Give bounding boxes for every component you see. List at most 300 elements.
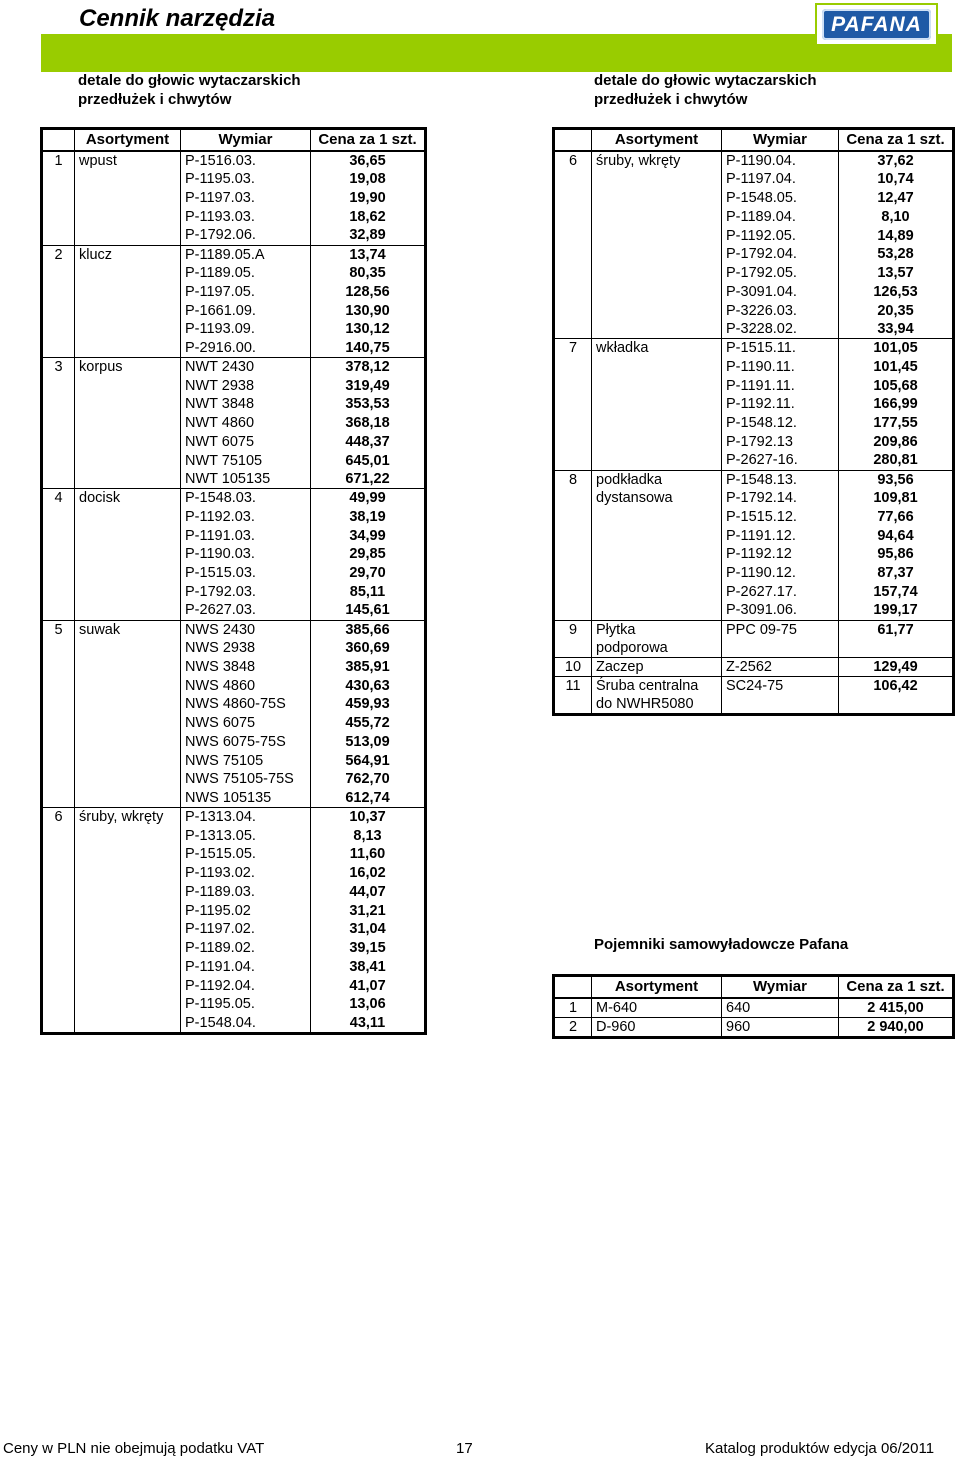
item-name xyxy=(592,376,722,395)
item-name xyxy=(592,264,722,283)
item-price: 126,53 xyxy=(873,283,918,300)
table-row xyxy=(42,358,426,377)
item-name xyxy=(75,170,181,189)
item-number xyxy=(42,301,75,320)
item-dimension: P-1189.04. xyxy=(722,208,839,227)
item-number xyxy=(42,920,75,939)
item-number: 3 xyxy=(42,358,75,377)
item-name: Śruba centralna xyxy=(592,677,722,696)
header-wymiar: Wymiar xyxy=(722,976,839,999)
item-name xyxy=(75,433,181,452)
item-name xyxy=(75,208,181,227)
item-number xyxy=(42,901,75,920)
item-dimension: P-1792.03. xyxy=(181,583,311,602)
item-price: 95,86 xyxy=(877,546,914,563)
item-number xyxy=(554,695,592,715)
table-row xyxy=(42,695,426,714)
item-price: 459,93 xyxy=(345,696,390,713)
item-price: 140,75 xyxy=(345,339,390,356)
item-name xyxy=(592,451,722,470)
item-dimension: P-1792.04. xyxy=(722,245,839,264)
item-price: 36,65 xyxy=(349,153,386,169)
item-price: 645,01 xyxy=(345,452,390,469)
item-name xyxy=(592,226,722,245)
item-dimension: P-1313.04. xyxy=(181,808,311,827)
item-price: 16,02 xyxy=(349,865,386,882)
item-number xyxy=(42,658,75,677)
item-number xyxy=(554,489,592,508)
item-dimension: P-1792.05. xyxy=(722,264,839,283)
table-row xyxy=(42,170,426,189)
header-cena: Cena za 1 szt. xyxy=(839,976,954,999)
item-dimension: NWS 2430 xyxy=(181,620,311,639)
item-name xyxy=(75,658,181,677)
item-name xyxy=(75,545,181,564)
item-price: 61,77 xyxy=(839,620,954,639)
item-name xyxy=(75,695,181,714)
item-dimension: NWT 6075 xyxy=(181,433,311,452)
item-dimension: P-1197.04. xyxy=(722,170,839,189)
table-row xyxy=(42,939,426,958)
table-row xyxy=(554,151,954,170)
item-name xyxy=(75,564,181,583)
item-number xyxy=(554,283,592,302)
table-row xyxy=(42,564,426,583)
item-price: 368,18 xyxy=(345,415,390,432)
item-name xyxy=(75,339,181,358)
pafana-logo xyxy=(815,3,938,46)
item-dimension: P-1195.02 xyxy=(181,901,311,920)
item-price: 85,11 xyxy=(349,583,386,600)
table-row xyxy=(554,189,954,208)
item-dimension: P-1515.12. xyxy=(722,508,839,527)
item-number xyxy=(42,170,75,189)
item-name xyxy=(592,433,722,452)
item-number xyxy=(42,789,75,808)
table-row xyxy=(42,395,426,414)
item-name xyxy=(75,958,181,977)
item-name xyxy=(592,395,722,414)
table-row xyxy=(554,433,954,452)
item-number xyxy=(42,864,75,883)
item-dimension: P-1515.03. xyxy=(181,564,311,583)
item-name xyxy=(75,733,181,752)
item-dimension: P-1548.04. xyxy=(181,1014,311,1034)
item-name xyxy=(75,414,181,433)
item-name xyxy=(75,939,181,958)
table-row xyxy=(42,733,426,752)
item-dimension: P-1189.03. xyxy=(181,883,311,902)
item-name xyxy=(592,283,722,302)
item-name xyxy=(75,845,181,864)
item-number: 9 xyxy=(554,620,592,639)
table-row xyxy=(554,414,954,433)
table-row xyxy=(554,226,954,245)
item-name: suwak xyxy=(75,620,181,639)
item-name xyxy=(592,545,722,564)
item-price: 612,74 xyxy=(345,789,390,806)
left-price-table xyxy=(40,127,427,1035)
item-name xyxy=(75,920,181,939)
table-row xyxy=(42,958,426,977)
table-row xyxy=(554,358,954,377)
item-dimension: P-1197.03. xyxy=(181,189,311,208)
item-price: 38,19 xyxy=(349,508,386,525)
item-price: 448,37 xyxy=(345,433,390,450)
item-name xyxy=(592,526,722,545)
item-name xyxy=(75,976,181,995)
item-price: 10,74 xyxy=(877,171,914,188)
table-row xyxy=(554,376,954,395)
item-dimension: NWT 105135 xyxy=(181,470,311,489)
item-price: 360,69 xyxy=(345,640,390,657)
item-dimension: P-1191.03. xyxy=(181,526,311,545)
item-name xyxy=(75,376,181,395)
table-row xyxy=(42,489,426,508)
footer-catalog-edition: Katalog produktów edycja 06/2011 xyxy=(705,1440,935,1457)
item-number xyxy=(554,301,592,320)
header-asortyment: Asortyment xyxy=(592,129,722,152)
item-name: dystansowa xyxy=(592,489,722,508)
item-number xyxy=(42,320,75,339)
table-row xyxy=(42,189,426,208)
item-price: 20,35 xyxy=(877,302,914,319)
item-number xyxy=(554,583,592,602)
item-price: 13,06 xyxy=(349,996,386,1013)
item-dimension: P-2627.17. xyxy=(722,583,839,602)
item-name xyxy=(75,470,181,489)
item-price: 319,49 xyxy=(345,377,390,394)
item-price: 12,47 xyxy=(877,190,914,207)
table-row xyxy=(42,976,426,995)
item-price: 106,42 xyxy=(839,677,954,696)
item-dimension: SC24-75 xyxy=(722,677,839,696)
table-row xyxy=(42,883,426,902)
table-row xyxy=(554,564,954,583)
item-number xyxy=(554,601,592,620)
item-name xyxy=(75,508,181,527)
item-number xyxy=(554,189,592,208)
item-dimension: P-1195.05. xyxy=(181,995,311,1014)
table-row xyxy=(554,320,954,339)
item-dimension: NWS 4860 xyxy=(181,676,311,695)
table-row xyxy=(554,658,954,677)
item-name xyxy=(592,170,722,189)
table-row xyxy=(554,695,954,715)
containers-title: Pojemniki samowyładowcze Pafana xyxy=(594,936,849,953)
item-dimension xyxy=(722,695,839,715)
item-dimension: NWS 105135 xyxy=(181,789,311,808)
item-price: 177,55 xyxy=(873,415,918,432)
item-number: 4 xyxy=(42,489,75,508)
table-row xyxy=(554,264,954,283)
item-price: 513,09 xyxy=(345,733,390,750)
table-row xyxy=(42,826,426,845)
table-row xyxy=(42,283,426,302)
item-dimension: P-1189.02. xyxy=(181,939,311,958)
item-dimension: P-1189.05.A xyxy=(181,245,311,264)
item-price: 455,72 xyxy=(345,715,390,732)
item-price: 2 940,00 xyxy=(839,1018,954,1038)
table-row xyxy=(42,583,426,602)
table-row xyxy=(42,545,426,564)
item-price: 10,37 xyxy=(311,808,426,827)
item-price: 93,56 xyxy=(839,470,954,489)
item-number xyxy=(42,545,75,564)
item-dimension: 640 xyxy=(722,998,839,1018)
table-row xyxy=(42,864,426,883)
item-price: 199,17 xyxy=(873,602,918,619)
table-row xyxy=(42,376,426,395)
item-dimension: NWS 4860-75S xyxy=(181,695,311,714)
item-number xyxy=(554,414,592,433)
item-dimension: P-2627-16. xyxy=(722,451,839,470)
item-price: 37,62 xyxy=(877,153,914,169)
item-name: podkładka xyxy=(592,470,722,489)
item-dimension: P-1195.03. xyxy=(181,170,311,189)
item-price: 109,81 xyxy=(873,490,918,507)
item-name xyxy=(592,414,722,433)
item-dimension: PPC 09-75 xyxy=(722,620,839,639)
item-name: Zaczep xyxy=(592,658,722,677)
item-number xyxy=(554,508,592,527)
item-price: 280,81 xyxy=(873,452,918,469)
item-number xyxy=(42,526,75,545)
item-number xyxy=(42,583,75,602)
item-name: śruby, wkręty xyxy=(75,808,181,827)
item-price: 157,74 xyxy=(873,583,918,600)
item-price: 53,28 xyxy=(877,246,914,263)
item-dimension: P-1313.05. xyxy=(181,826,311,845)
item-price: 564,91 xyxy=(345,752,390,769)
table-row xyxy=(42,658,426,677)
table-header-row xyxy=(42,129,426,152)
item-name xyxy=(75,883,181,902)
item-number: 8 xyxy=(554,470,592,489)
item-price: 385,91 xyxy=(345,658,390,675)
item-dimension: NWS 6075-75S xyxy=(181,733,311,752)
item-name xyxy=(75,264,181,283)
item-name xyxy=(592,508,722,527)
right-price-table xyxy=(552,127,955,716)
table-row xyxy=(554,208,954,227)
page-title: Cennik narzędzia xyxy=(79,5,276,32)
item-number: 6 xyxy=(42,808,75,827)
item-dimension: NWT 2938 xyxy=(181,376,311,395)
item-number xyxy=(554,226,592,245)
table-row xyxy=(42,301,426,320)
table-row xyxy=(554,339,954,358)
item-number: 2 xyxy=(42,245,75,264)
item-price: 77,66 xyxy=(877,508,914,525)
item-number xyxy=(42,433,75,452)
table-row xyxy=(42,151,426,170)
table-row xyxy=(42,770,426,789)
item-dimension: Z-2562 xyxy=(722,658,839,677)
item-number xyxy=(42,714,75,733)
item-price: 39,15 xyxy=(349,940,386,957)
item-price: 2 415,00 xyxy=(839,998,954,1018)
table-row xyxy=(554,470,954,489)
item-dimension: P-1191.04. xyxy=(181,958,311,977)
item-price: 671,22 xyxy=(345,471,390,488)
item-price: 18,62 xyxy=(349,208,386,225)
item-dimension: P-1792.14. xyxy=(722,489,839,508)
item-number xyxy=(554,433,592,452)
item-dimension: P-1548.05. xyxy=(722,189,839,208)
item-name xyxy=(75,901,181,920)
item-number xyxy=(42,826,75,845)
item-price: 8,13 xyxy=(353,827,382,844)
table-row xyxy=(42,508,426,527)
item-number xyxy=(42,208,75,227)
item-dimension: P-1191.11. xyxy=(722,376,839,395)
item-dimension: P-1197.02. xyxy=(181,920,311,939)
item-number xyxy=(42,189,75,208)
item-number xyxy=(42,939,75,958)
item-number xyxy=(42,339,75,358)
table-row xyxy=(554,545,954,564)
table-row xyxy=(42,789,426,808)
item-name xyxy=(592,320,722,339)
table-row xyxy=(42,470,426,489)
item-name xyxy=(75,826,181,845)
item-name xyxy=(75,676,181,695)
item-number: 1 xyxy=(42,151,75,170)
item-dimension: NWS 75105-75S xyxy=(181,770,311,789)
item-price: 101,45 xyxy=(873,358,918,375)
left-subtitle xyxy=(78,71,301,109)
item-name: docisk xyxy=(75,489,181,508)
item-price: 430,63 xyxy=(345,677,390,694)
item-price: 29,85 xyxy=(349,546,386,563)
item-number: 7 xyxy=(554,339,592,358)
item-price: 13,74 xyxy=(311,245,426,264)
table-row xyxy=(42,639,426,658)
header-asortyment: Asortyment xyxy=(75,129,181,152)
item-name xyxy=(75,226,181,245)
item-number xyxy=(554,395,592,414)
item-dimension: P-3228.02. xyxy=(722,320,839,339)
item-dimension: P-1515.11. xyxy=(722,339,839,358)
item-price xyxy=(839,695,954,715)
header-num xyxy=(554,129,592,152)
left-subtitle-line: detale do głowic wytaczarskich xyxy=(78,72,301,89)
item-number xyxy=(42,770,75,789)
item-dimension: P-1792.13 xyxy=(722,433,839,452)
right-subtitle xyxy=(594,71,817,109)
item-name xyxy=(592,358,722,377)
item-number xyxy=(554,545,592,564)
item-number xyxy=(554,320,592,339)
item-dimension: P-1192.04. xyxy=(181,976,311,995)
table-row xyxy=(42,845,426,864)
item-name xyxy=(75,864,181,883)
item-price xyxy=(839,639,954,658)
item-dimension: P-1190.12. xyxy=(722,564,839,583)
item-dimension: NWS 6075 xyxy=(181,714,311,733)
item-number xyxy=(42,995,75,1014)
item-number xyxy=(42,1014,75,1034)
table-row xyxy=(42,451,426,470)
item-name: podporowa xyxy=(592,639,722,658)
table-row xyxy=(42,1014,426,1034)
table-row xyxy=(42,264,426,283)
item-number xyxy=(42,283,75,302)
left-subtitle-line: przedłużek i chwytów xyxy=(78,91,232,108)
table-row xyxy=(554,639,954,658)
item-price: 166,99 xyxy=(873,396,918,413)
header-wymiar: Wymiar xyxy=(181,129,311,152)
item-dimension: P-1515.05. xyxy=(181,845,311,864)
item-name xyxy=(75,995,181,1014)
table-row xyxy=(554,998,954,1018)
item-name xyxy=(75,189,181,208)
item-name: klucz xyxy=(75,245,181,264)
right-subtitle-line: detale do głowic wytaczarskich xyxy=(594,72,817,89)
item-dimension: P-2916.00. xyxy=(181,339,311,358)
item-price: 49,99 xyxy=(311,489,426,508)
item-number xyxy=(42,376,75,395)
item-number: 1 xyxy=(554,998,592,1018)
item-price: 33,94 xyxy=(877,321,914,338)
item-dimension: P-1548.03. xyxy=(181,489,311,508)
item-number xyxy=(42,676,75,695)
item-price: 378,12 xyxy=(311,358,426,377)
item-dimension: P-1192.12 xyxy=(722,545,839,564)
item-number xyxy=(554,639,592,658)
item-name xyxy=(592,245,722,264)
table-row xyxy=(42,320,426,339)
item-number: 5 xyxy=(42,620,75,639)
item-name xyxy=(75,789,181,808)
item-dimension: P-1190.11. xyxy=(722,358,839,377)
item-number xyxy=(554,245,592,264)
table-row xyxy=(554,301,954,320)
table-row xyxy=(42,920,426,939)
item-dimension: P-1192.11. xyxy=(722,395,839,414)
footer-vat-note: Ceny w PLN nie obejmują podatku VAT xyxy=(3,1440,265,1457)
item-price: 13,57 xyxy=(877,265,914,282)
item-dimension: NWS 75105 xyxy=(181,751,311,770)
item-price: 209,86 xyxy=(873,433,918,450)
item-price: 87,37 xyxy=(877,565,914,582)
item-price: 38,41 xyxy=(349,958,386,975)
item-price: 14,89 xyxy=(877,227,914,244)
table-row xyxy=(554,1018,954,1038)
item-price: 34,99 xyxy=(349,527,386,544)
item-number xyxy=(554,451,592,470)
item-dimension: P-3091.06. xyxy=(722,601,839,620)
item-name xyxy=(75,1014,181,1034)
item-dimension: P-1192.05. xyxy=(722,226,839,245)
footer-page-number: 17 xyxy=(456,1440,473,1457)
item-name xyxy=(75,301,181,320)
right-subtitle-line: przedłużek i chwytów xyxy=(594,91,748,108)
item-name xyxy=(592,601,722,620)
table-row xyxy=(42,995,426,1014)
item-number xyxy=(554,564,592,583)
table-row xyxy=(42,226,426,245)
item-name: do NWHR5080 xyxy=(592,695,722,715)
item-dimension: P-1661.09. xyxy=(181,301,311,320)
item-name xyxy=(75,751,181,770)
table-row xyxy=(554,283,954,302)
table-row xyxy=(42,526,426,545)
item-number xyxy=(554,208,592,227)
item-name xyxy=(75,583,181,602)
item-number xyxy=(554,358,592,377)
